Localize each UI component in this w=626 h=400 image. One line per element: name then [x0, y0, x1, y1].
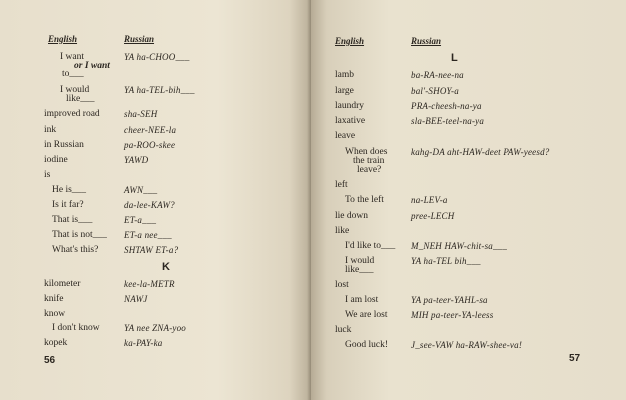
entry-russian: YA pa-teer-YAHL-sa: [411, 295, 488, 305]
entry-russian: YA ha-CHOO___: [124, 52, 190, 62]
entry-russian: kahg-DA aht-HAW-deet PAW-yeesd?: [411, 147, 550, 157]
entry-english: We are lost: [345, 310, 388, 320]
entry-english: ink: [44, 125, 57, 135]
entry-english: I don't know: [52, 323, 100, 333]
entry-english: I would: [345, 256, 375, 266]
entry-russian: ba-RA-nee-na: [411, 70, 464, 80]
entry-russian: pa-ROO-skee: [124, 140, 176, 150]
entry-russian: sla-BEE-teel-na-ya: [411, 116, 485, 126]
entry-english: That is not___: [52, 230, 107, 240]
entry-russian: YA ha-TEL-bih___: [124, 85, 195, 95]
entry-english: iodine: [44, 155, 68, 165]
entry-russian: J_see-VAW ha-RAW-shee-va!: [411, 340, 523, 350]
entry-english: leave?: [357, 165, 382, 175]
entry-russian: M_NEH HAW-chit-sa___: [411, 241, 508, 251]
entry-russian: cheer-NEE-la: [124, 125, 177, 135]
right-page: [311, 0, 626, 400]
column-header-russian: Russian: [411, 36, 442, 46]
entry-english: What's this?: [52, 245, 99, 255]
entry-english: I want: [60, 52, 85, 62]
entry-russian: YAWD: [124, 155, 149, 165]
entry-english: I am lost: [345, 295, 379, 305]
entry-english: laxative: [335, 116, 366, 126]
entry-russian: ET-a nee___: [124, 230, 172, 240]
entry-english: like___: [345, 265, 374, 275]
entry-russian: NAWJ: [124, 294, 148, 304]
entry-english: lamb: [335, 70, 354, 80]
entry-russian: SHTAW ET-a?: [124, 245, 179, 255]
entry-english: lie down: [335, 211, 368, 221]
entry-english: improved road: [44, 109, 100, 119]
entry-english: is: [44, 170, 51, 180]
column-header-english: English: [335, 36, 365, 46]
entry-english: I would: [60, 85, 90, 95]
entry-english: Good luck!: [345, 340, 389, 350]
entry-english: like___: [66, 94, 95, 104]
entry-russian: na-LEV-a: [411, 195, 448, 205]
entry-english: He is___: [52, 185, 87, 195]
entry-english: lost: [335, 280, 349, 290]
entry-english: That is___: [52, 215, 93, 225]
entry-russian: PRA-cheesh-na-ya: [411, 101, 482, 111]
entry-english: luck: [335, 325, 352, 335]
entry-russian: pree-LECH: [411, 211, 455, 221]
entry-russian: sha-SEH: [124, 109, 158, 119]
entry-english: or I want: [74, 61, 110, 71]
page-number: 56: [44, 355, 56, 366]
entry-english: large: [335, 86, 354, 96]
section-letter: L: [451, 52, 458, 64]
entry-english: Is it far?: [52, 200, 84, 210]
entry-english: When does: [345, 147, 388, 157]
entry-russian: kee-la-METR: [124, 279, 175, 289]
entry-english: to___: [62, 69, 84, 79]
entry-english: laundry: [335, 101, 365, 111]
entry-english: like: [335, 226, 350, 236]
entry-english: left: [335, 180, 348, 190]
column-header-russian: Russian: [124, 34, 155, 44]
entry-english: To the left: [345, 195, 384, 205]
page-number: 57: [569, 353, 581, 364]
left-page: [0, 0, 311, 400]
entry-russian: YA ha-TEL bih___: [411, 256, 481, 266]
entry-russian: ka-PAY-ka: [124, 338, 163, 348]
entry-english: kopek: [44, 338, 68, 348]
entry-english: knife: [44, 294, 64, 304]
entry-english: in Russian: [44, 140, 84, 150]
entry-english: know: [44, 309, 66, 319]
entry-russian: bal'-SHOY-a: [411, 86, 459, 96]
entry-russian: AWN___: [124, 185, 158, 195]
column-header-english: English: [48, 34, 78, 44]
entry-english: the train: [353, 156, 385, 166]
entry-english: leave: [335, 131, 356, 141]
entry-russian: ET-a___: [124, 215, 157, 225]
entry-russian: da-lee-KAW?: [124, 200, 175, 210]
entry-russian: YA nee ZNA-yoo: [124, 323, 186, 333]
section-letter: K: [162, 261, 170, 273]
entry-russian: MIH pa-teer-YA-leess: [411, 310, 494, 320]
entry-english: I'd like to___: [345, 241, 396, 251]
entry-english: kilometer: [44, 279, 81, 289]
